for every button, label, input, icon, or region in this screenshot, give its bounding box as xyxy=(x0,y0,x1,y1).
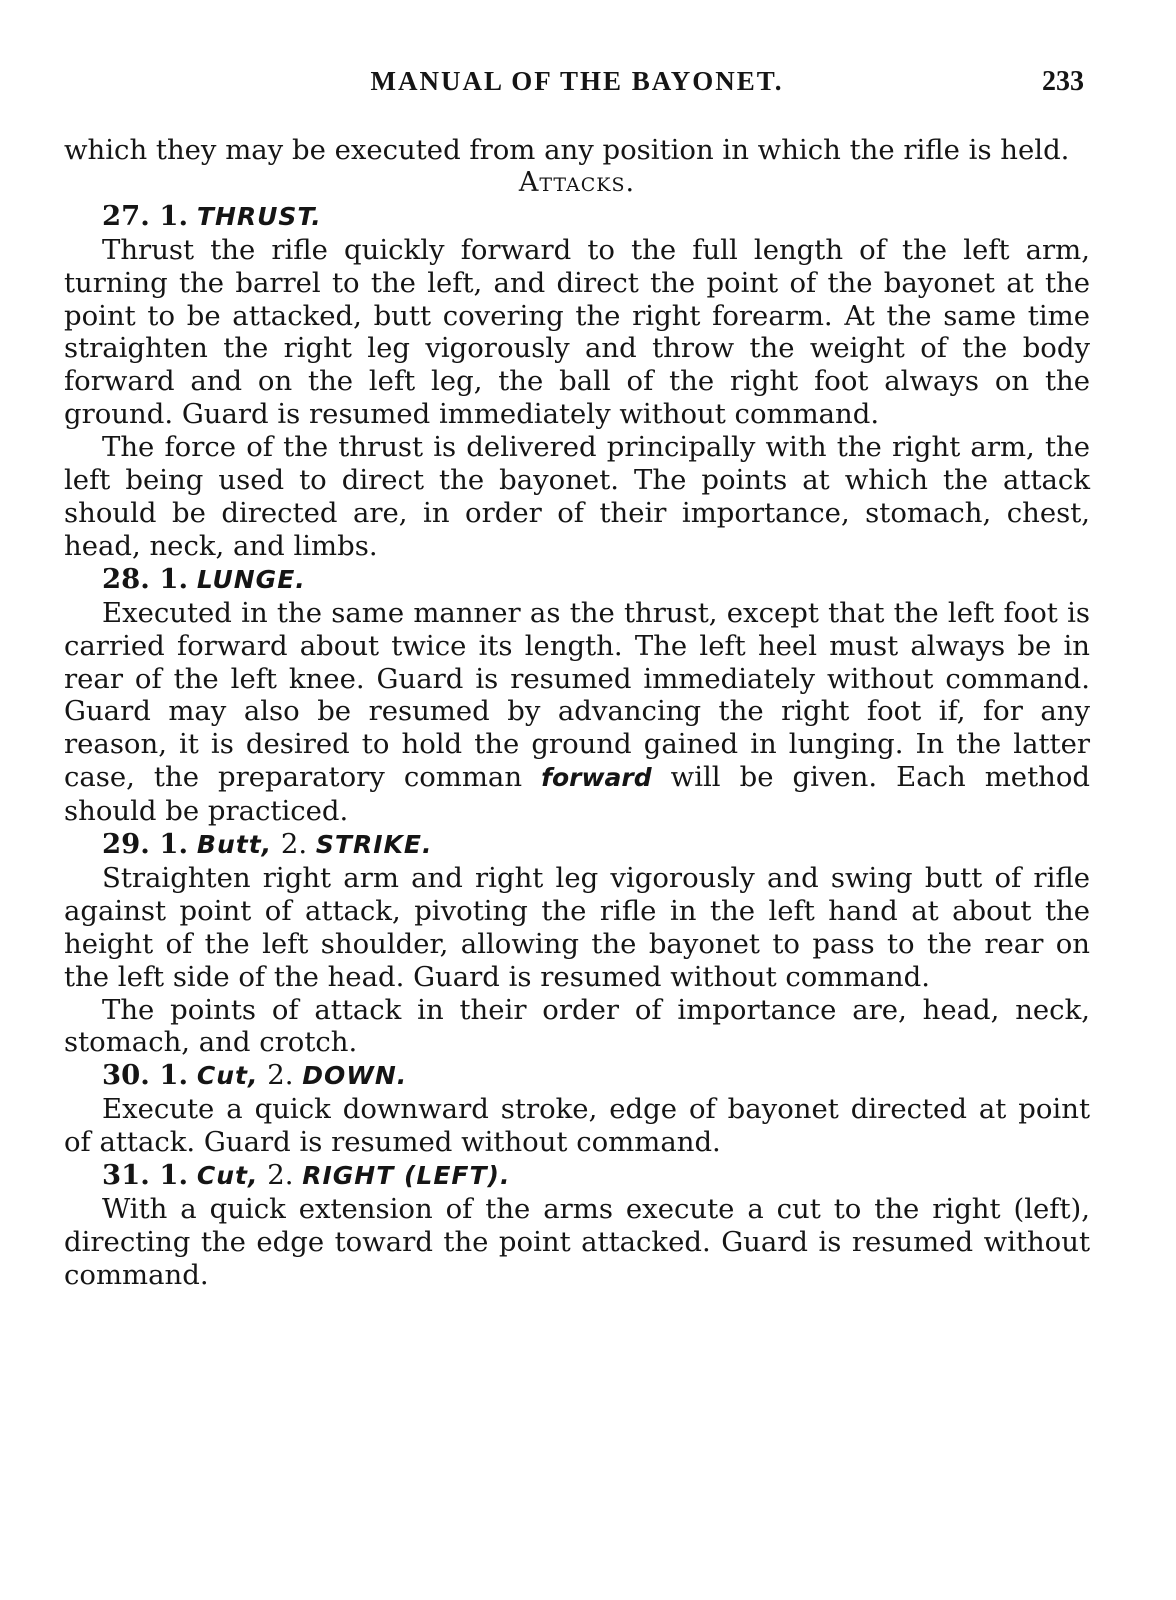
command-number: 2. xyxy=(267,1059,294,1092)
paragraph-number: 28. 1. xyxy=(102,562,189,595)
command-word: Butt, xyxy=(196,830,273,860)
running-title: MANUAL OF THE BAYONET. xyxy=(370,66,784,96)
paragraph-number: 29. 1. xyxy=(102,828,189,861)
command-word: Cut, xyxy=(196,1161,259,1191)
inline-command: forward xyxy=(541,763,652,793)
page-body xyxy=(64,134,1090,1292)
command-heading-28 xyxy=(64,563,1090,597)
command-word: THRUST. xyxy=(196,201,322,231)
command-heading-27 xyxy=(64,200,1090,234)
paragraph xyxy=(64,597,1090,828)
command-word: STRIKE. xyxy=(315,830,433,860)
command-heading-30 xyxy=(64,1059,1090,1093)
paragraph: Straighten right arm and right leg vigorously and swing butt of rifle against point of attack, pivoting the rifle in the left hand at about the height of the left shoulder, allowing the bayonet to pass to the rear on the left side of the head. Guard is resumed without command. xyxy=(64,861,1090,993)
paragraph-number: 31. 1. xyxy=(102,1159,189,1192)
command-word: RIGHT (LEFT). xyxy=(302,1161,511,1191)
paragraph: The force of the thrust is delivered principally with the right arm, the left being used to direct the bayonet. The points at which the attack should be directed are, in order of their importance, stomach, chest, head, neck, and limbs. xyxy=(64,431,1090,562)
page-number: 233 xyxy=(1042,66,1084,97)
command-number: 2. xyxy=(267,1159,294,1192)
section-heading: Attacks. xyxy=(518,166,636,198)
paragraph-number: 27. 1. xyxy=(102,199,189,232)
paragraph-text: Executed in the same manner as the thrust, except that the left foot is carried forward about twice its length. The left heel must always be in rear of the left knee. Guard is resumed immediately without command. Guard may also be resumed by advancing the right foot if, for any reason, it is desired to hold the ground gained in lunging. In the latter case, the preparatory comman xyxy=(64,596,1090,794)
paragraph-number: 30. 1. xyxy=(102,1059,189,1092)
command-number: 2. xyxy=(280,828,308,861)
continuation-paragraph: which they may be executed from any position in which the rifle is held. xyxy=(64,134,1070,166)
paragraph: Thrust the rifle quickly forward to the full length of the left arm, turning the barrel to the left, and direct the point of the bayonet at the point to be attacked, butt covering the right forearm. At the same time straighten the right leg vigorously and throw the weight of the body forward and on the left leg, the ball of the right foot always on the ground. Guard is resumed immediately without command. xyxy=(64,233,1090,431)
paragraph-text: will be given. Each method should be practiced. xyxy=(64,761,1090,828)
command-heading-29 xyxy=(64,828,1090,862)
paragraph: With a quick extension of the arms execute a cut to the right (left), directing the edge toward the point attacked. Guard is resumed without command. xyxy=(64,1193,1090,1291)
running-header xyxy=(62,66,1092,110)
command-heading-31 xyxy=(64,1159,1090,1193)
command-word: Cut, xyxy=(196,1061,259,1091)
paragraph: Execute a quick downward stroke, edge of bayonet directed at point of attack. Guard is resumed without command. xyxy=(64,1093,1090,1159)
command-word: LUNGE. xyxy=(196,564,306,594)
command-word: DOWN. xyxy=(302,1061,408,1091)
paragraph: The points of attack in their order of importance are, head, neck, stomach, and crotch. xyxy=(64,993,1090,1059)
